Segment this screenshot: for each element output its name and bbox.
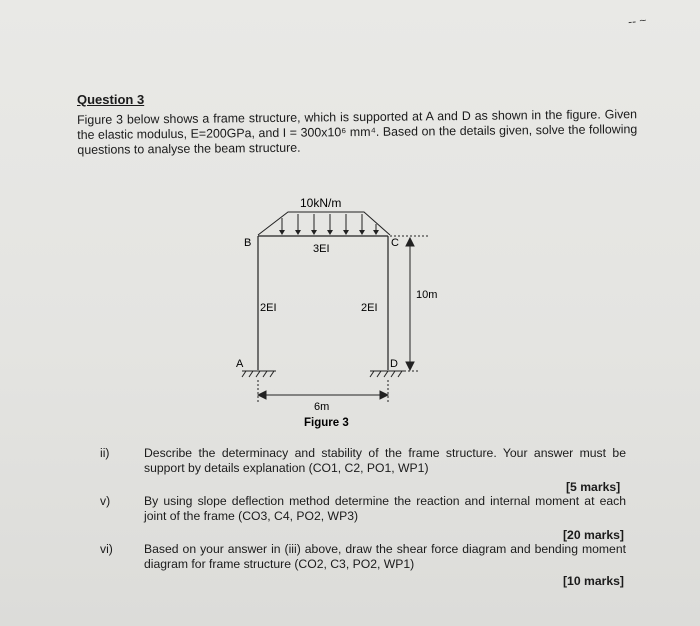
corner-mark: -- ~ xyxy=(627,13,648,29)
support-d xyxy=(370,371,404,377)
node-b-label: B xyxy=(244,237,252,249)
part-vi-number: vi) xyxy=(100,542,113,556)
distributed-load xyxy=(258,212,390,235)
right-column-stiffness-label: 2EI xyxy=(361,302,378,314)
height-label: 10m xyxy=(416,289,438,301)
part-ii-marks: [5 marks] xyxy=(566,480,621,494)
part-ii-text: Describe the determinacy and stability of the frame structure. Your answer must be support by details explanation (CO1, C2, PO1, WP1) xyxy=(144,446,626,475)
part-v-text: By using slope deflection method determine the reaction and internal moment at each joint of the frame (CO3, C4, PO2, WP3) xyxy=(144,494,626,523)
node-d-label: D xyxy=(390,358,398,370)
question-title: Question 3 xyxy=(77,92,145,107)
frame-figure xyxy=(200,190,460,440)
part-v-number: v) xyxy=(100,494,111,508)
node-c-label: C xyxy=(391,237,399,249)
part-v-marks: [20 marks] xyxy=(563,528,624,542)
span-dimension xyxy=(258,380,388,402)
node-a-label: A xyxy=(236,358,244,370)
load-label: 10kN/m xyxy=(300,196,342,210)
question-intro: Figure 3 below shows a frame structure, which is supported at A and D as shown in the figure. Given the elastic modulus, E=200GPa, and I = 300x10⁶ mm⁴. Based on the details given, solve the following questions to analyse the beam structure. xyxy=(77,107,638,157)
part-ii-number: ii) xyxy=(100,446,110,460)
span-label: 6m xyxy=(314,401,330,413)
part-vi-marks: [10 marks] xyxy=(563,574,624,588)
support-a xyxy=(242,371,276,377)
beam-stiffness-label: 3EI xyxy=(313,243,330,255)
figure-caption: Figure 3 xyxy=(304,417,349,429)
part-vi-text: Based on your answer in (iii) above, draw the shear force diagram and bending moment diagram for frame structure (CO2, C3, PO2, WP1) xyxy=(144,542,626,571)
left-column-stiffness-label: 2EI xyxy=(260,302,277,314)
height-dimension xyxy=(390,236,430,371)
